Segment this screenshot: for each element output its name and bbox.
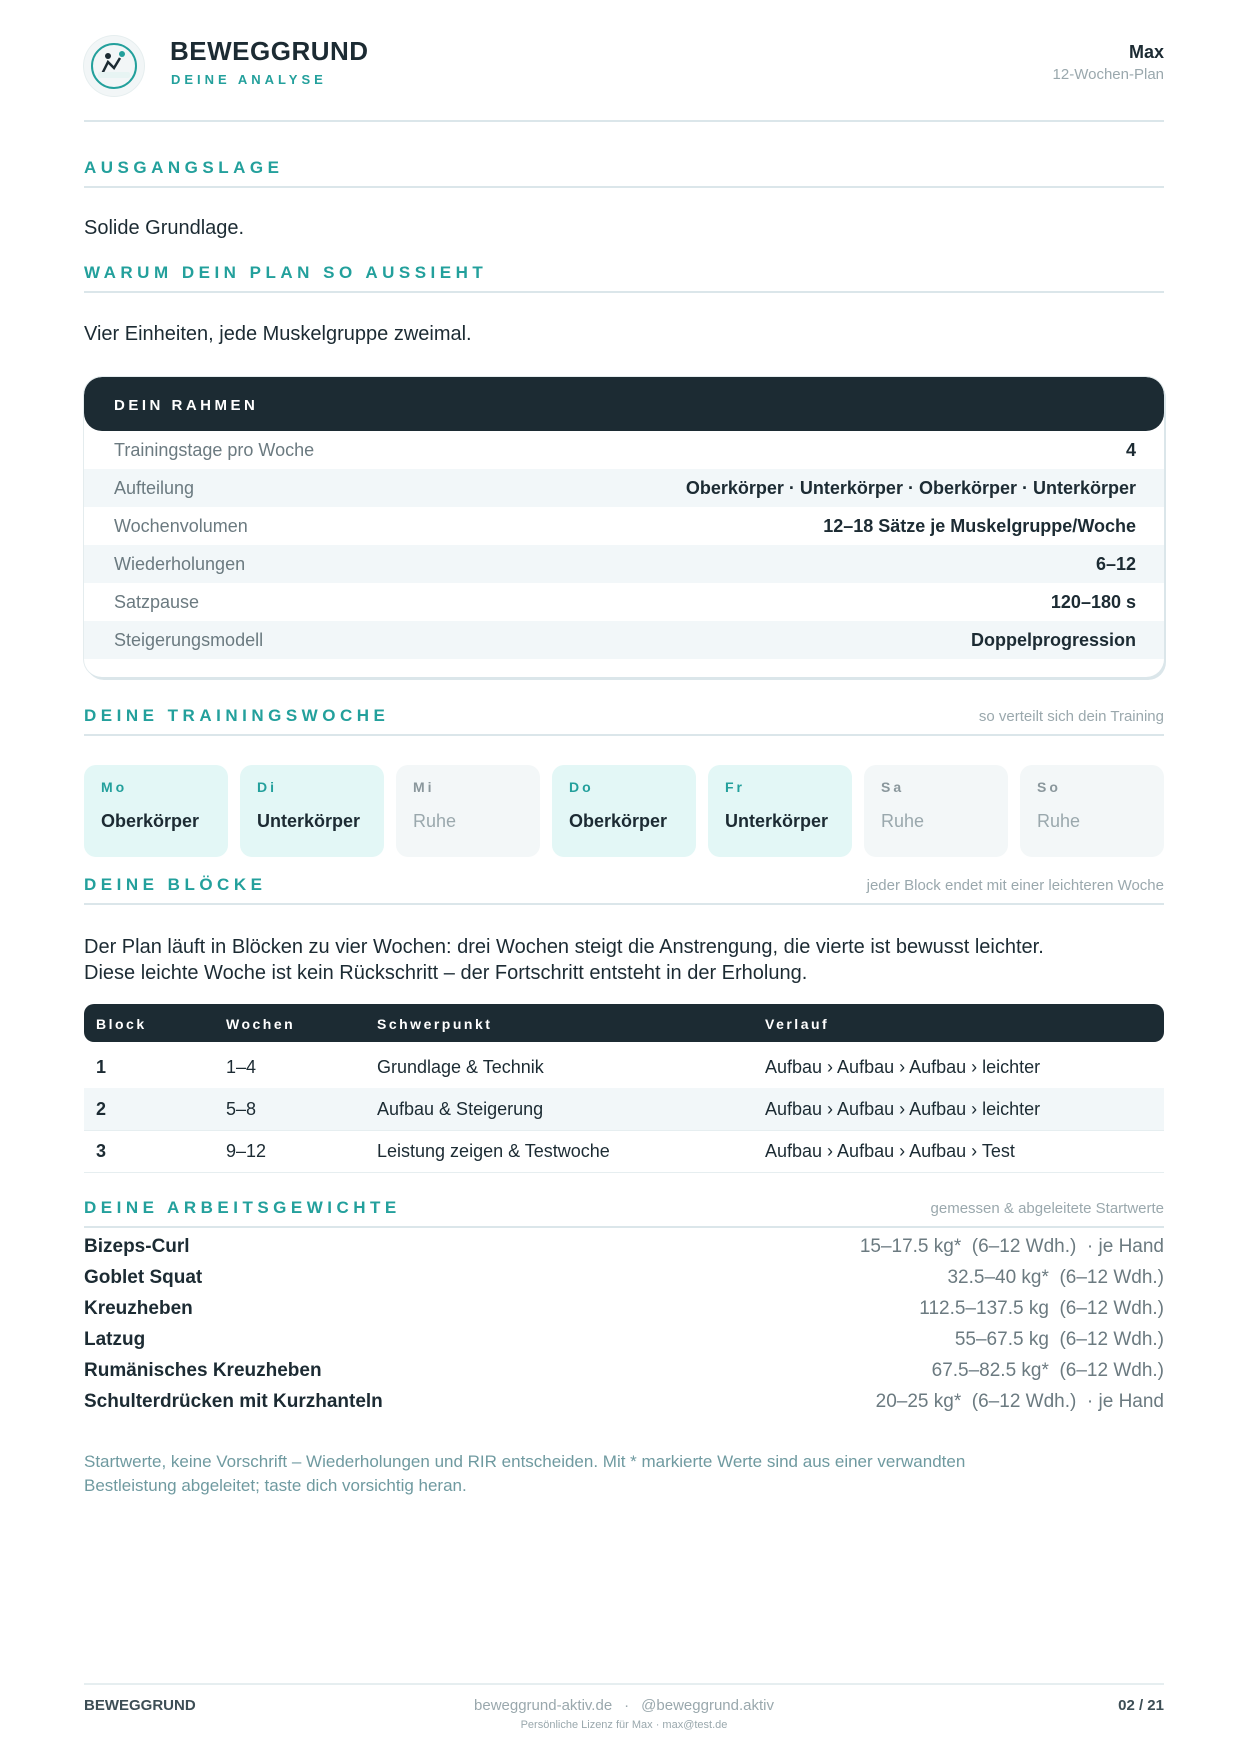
exercise-name: Bizeps-Curl [84,1236,190,1257]
section-note: gemessen & abgeleitete Startwerte [930,1200,1164,1217]
table-row [84,1130,1164,1173]
exercise-weight: 112.5–137.5 kg (6–12 Wdh.) [919,1298,1164,1319]
ausgangslage-text: Solide Grundlage. [84,217,245,239]
rahmen-value: 4 [1125,440,1136,460]
cell-weeks: 1–4 [226,1057,257,1077]
rahmen-row [84,469,1164,507]
plan-name: 12-Wochen-Plan [1052,66,1164,83]
section-title: AUSGANGSLAGE [84,158,284,177]
exercise-name: Rumänisches Kreuzheben [84,1360,322,1381]
weight-row [84,1298,1164,1328]
bloecke-text-line-1: Der Plan läuft in Blöcken zu vier Wochen: drei Wochen steigt die Anstrengung, die vierte ist bewusst leichter. [84,936,1044,958]
day-tile-fr [708,765,852,857]
exercise-weight: 32.5–40 kg* (6–12 Wdh.) [947,1267,1164,1288]
weights-footnote [84,1450,1164,1498]
section-title: WARUM DEIN PLAN SO AUSSIEHT [84,263,488,282]
warum-text: Vier Einheiten, jede Muskelgruppe zweimal. [84,323,472,345]
day-tile-di [240,765,384,857]
day-workout: Ruhe [1037,811,1081,831]
cell-focus: Aufbau & Steigerung [377,1099,544,1119]
day-tile-so [1020,765,1164,857]
day-workout: Ruhe [881,811,925,831]
day-tile-mi [396,765,540,857]
column-header-wochen: Wochen [226,1016,296,1032]
day-workout: Unterkörper [257,811,361,831]
section-title: DEINE TRAININGSWOCHE [84,706,390,725]
day-workout: Unterkörper [725,811,829,831]
section-warum [84,255,1164,293]
footer-separator: · [624,1697,630,1714]
day-workout: Oberkörper [569,811,668,831]
cell-block: 3 [96,1141,107,1161]
footnote-line-1: Startwerte, keine Vorschrift – Wiederholungen und RIR entscheiden. Mit * markierte Werte sind aus einer verwandten [84,1452,966,1471]
cell-block: 1 [96,1057,107,1077]
rahmen-key: Aufteilung [114,478,195,498]
brand-logo-icon [84,36,144,96]
day-label: So [1037,779,1061,795]
section-note: jeder Block endet mit einer leichteren Woche [866,877,1164,894]
exercise-weight: 67.5–82.5 kg* (6–12 Wdh.) [931,1360,1164,1381]
cell-block: 2 [96,1099,107,1119]
day-label: Fr [725,779,745,795]
page-number: 02 / 21 [1118,1697,1164,1714]
bloecke-text-line-2: Diese leichte Woche ist kein Rückschritt – der Fortschritt entsteht in der Erholung. [84,962,808,984]
rahmen-key: Satzpause [114,592,200,612]
exercise-name: Kreuzheben [84,1298,193,1319]
section-note: so verteilt sich dein Training [978,708,1164,725]
day-label: Do [569,779,594,795]
section-ausgangslage [84,150,1164,188]
weight-row [84,1267,1164,1297]
footer-brand: BEWEGGRUND [84,1697,196,1714]
weight-row [84,1360,1164,1390]
cell-weeks: 9–12 [226,1141,267,1161]
rahmen-row [84,545,1164,583]
cell-focus: Leistung zeigen & Testwoche [377,1141,610,1161]
rahmen-title: DEIN RAHMEN [114,397,259,414]
footer-links [84,1697,1164,1714]
day-tile-sa [864,765,1008,857]
cell-course: Aufbau › Aufbau › Aufbau › leichter [765,1057,1041,1077]
rahmen-card [84,377,1164,677]
weight-row [84,1236,1164,1266]
brand-subtitle: DEINE ANALYSE [171,72,327,87]
footer-social-link[interactable]: @beweggrund.aktiv [641,1697,774,1714]
exercise-name: Latzug [84,1329,146,1350]
exercise-name: Goblet Squat [84,1267,203,1288]
cell-course: Aufbau › Aufbau › Aufbau › Test [765,1141,1015,1161]
exercise-weight: 55–67.5 kg (6–12 Wdh.) [954,1329,1164,1350]
section-title: DEINE BLÖCKE [84,875,267,894]
rahmen-row [84,583,1164,621]
section-trainingswoche [84,698,1164,736]
cell-weeks: 5–8 [226,1099,257,1119]
rahmen-value: Oberkörper · Unterkörper · Oberkörper · Unterkörper [685,478,1136,498]
column-header-schwerpunkt: Schwerpunkt [377,1016,493,1032]
rahmen-key: Trainingstage pro Woche [114,440,315,460]
section-title: DEINE ARBEITSGEWICHTE [84,1198,401,1217]
rahmen-key: Steigerungsmodell [114,630,264,650]
day-label: Sa [881,779,905,795]
day-workout: Ruhe [413,811,457,831]
day-label: Mo [101,779,128,795]
rahmen-card-header [84,377,1164,431]
weight-row [84,1391,1164,1421]
brand-name: BEWEGGRUND [170,36,369,66]
day-label: Mi [413,779,435,795]
exercise-name: Schulterdrücken mit Kurzhanteln [84,1391,383,1412]
table-row [84,1046,1164,1089]
rahmen-value: Doppelprogression [970,630,1136,650]
footer-website-link[interactable]: beweggrund-aktiv.de [474,1697,613,1714]
rahmen-value: 6–12 [1095,554,1136,574]
day-tile-mo [84,765,228,857]
day-tile-do [552,765,696,857]
rahmen-key: Wochenvolumen [114,516,248,536]
column-header-verlauf: Verlauf [765,1016,830,1032]
footnote-line-2: Bestleistung abgeleitet; taste dich vorsichtig heran. [84,1476,467,1495]
table-row [84,1088,1164,1131]
weight-row [84,1329,1164,1359]
rahmen-value: 120–180 s [1050,592,1136,612]
footer-license: Persönliche Lizenz für Max · max@test.de [520,1719,728,1731]
blocks-table-header [84,1004,1164,1042]
rahmen-value: 12–18 Sätze je Muskelgruppe/Woche [823,516,1136,536]
rahmen-row [84,431,1164,469]
exercise-weight: 20–25 kg* (6–12 Wdh.) · je Hand [875,1391,1164,1412]
page-header [84,30,1164,122]
rahmen-key: Wiederholungen [114,554,246,574]
day-label: Di [257,779,277,795]
user-name: Max [1128,42,1164,62]
section-bloecke [84,867,1164,905]
page-footer [84,1683,1164,1745]
exercise-weight: 15–17.5 kg* (6–12 Wdh.) · je Hand [859,1236,1164,1257]
day-workout: Oberkörper [101,811,200,831]
document-page [84,0,1164,1754]
rahmen-row [84,507,1164,545]
section-arbeitsgewichte [84,1190,1164,1228]
cell-course: Aufbau › Aufbau › Aufbau › leichter [765,1099,1041,1119]
column-header-block: Block [96,1016,147,1032]
cell-focus: Grundlage & Technik [377,1057,544,1077]
rahmen-row [84,621,1164,659]
